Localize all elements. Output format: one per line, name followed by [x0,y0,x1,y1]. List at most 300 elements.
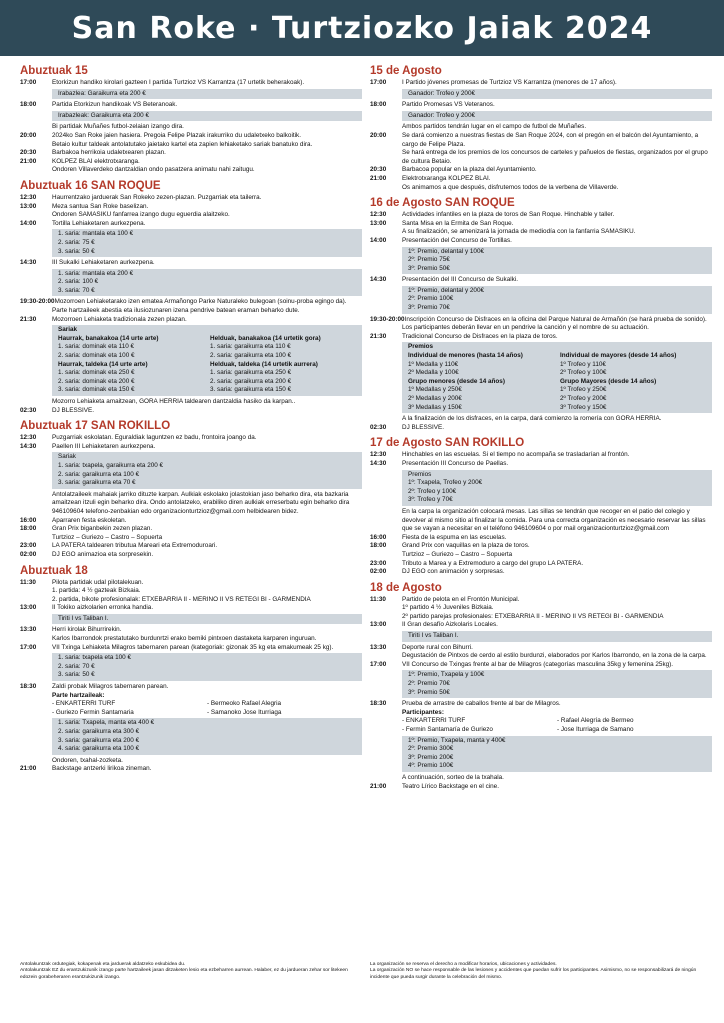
schedule-row [20,407,362,416]
prize-box [52,718,362,754]
event-text: Bi partidak Muñañes futbol-zelaian izango dira. [52,123,184,131]
day-section [20,179,362,415]
prize-line: 2º: Premio 300€ [408,745,454,753]
event-time: 02:00 [370,568,387,576]
prize-line: Premios [408,470,432,478]
event-text: Mozorroen Lehiaketa tradizionala zezen plazan. [52,315,187,323]
event-time: 19:30-20:00 [370,315,405,323]
event-text: Ambos partidos tendrán lugar en el campo de futbol de Muñañes. [402,123,587,131]
participants-block [370,709,712,735]
event-time [370,774,402,783]
event-text: Karlos Ibarrondok prestatutako burdunrtzi erako bemiki pintxoen dastaketa karparen inguruan. [52,635,317,643]
event-time: 17:00 [370,660,387,668]
schedule-row [20,398,362,407]
event-text: Aparraren festa eskoletan. [52,516,127,524]
schedule-row [20,534,362,543]
schedule-row [370,324,712,333]
participant-name: - Samanoko Jose Iturriaga [207,708,282,716]
event-text: En la carpa la organización colocará mesas. Las sillas se tendrán que recoger en el patio del colegio y devolver al mismo sitio al finalizar la comida. Para una correcta organización es necesario reservar las sillas que se vayan a necesitar en el teléfono 946109604 o por mail organizacionturtzioz@gmail.com [402,507,706,533]
prize-line: 2. saria: 75 € [58,238,95,246]
schedule-row [20,123,362,132]
event-time: 14:30 [20,259,37,267]
event-time: 20:30 [20,149,37,157]
day-title: Abuztuak 17 SAN ROKILLO [20,420,171,433]
schedule-row [20,635,362,644]
participants-row [402,717,712,726]
event-time: 12:30 [20,434,37,442]
day-title: Abuztuak 16 SAN ROQUE [20,179,161,192]
event-text: Prueba de arrastre de caballos frente al bar de Milagros. [402,700,561,708]
event-text: Barbacoa popular en la plaza del Ayuntamiento. [402,166,537,174]
prize-line: 3º: Premio 200€ [408,753,454,761]
prize-box [402,470,712,506]
schedule-row [20,434,362,443]
event-text: Herri kirolak Bihurrirekin. [52,626,122,634]
prize-box [52,89,362,100]
schedule-row [370,101,712,110]
prize-category: Helduak, taldeka (14 urtetik aurrera) [210,360,318,368]
event-text: Degustación de Pintxos de cerdo al estilo burdunzi, elaborados por Karlos Ibarrondo, en la zona de la carpa. [402,652,707,660]
event-time: 11:30 [20,578,36,586]
prize-line: 1º: Premio, Txapela, manta y 400€ [408,736,506,744]
prize-grid [408,352,706,412]
prize-box [52,452,362,488]
costume-prizes-box [402,342,712,413]
day-section [20,564,362,774]
prize-line: 4º: Premio 100€ [408,762,454,770]
event-time [20,587,52,596]
prize-line: Sariak [58,453,76,461]
event-text: Tortilla Lehiaketaren aurkezpena. [52,219,146,227]
day-title: 17 de Agosto SAN ROKILLO [370,437,525,450]
prize-column [408,352,554,412]
participant-name: - ENKARTERRI TURF [402,717,466,725]
prize-line: 4. saria: garaikurra eta 100 € [58,745,140,753]
event-time [20,596,52,605]
event-text: 2. partida, bikote profesionalak: ETXEBARRIA II - MERINO II VS RETEGI BI - GARMENDIA [52,595,311,603]
schedule-row [20,579,362,588]
day-title: Abuztuak 18 [20,564,88,577]
event-time: 13:30 [20,626,37,634]
event-text: Hinchables en las escuelas. Si el tiempo no acompaña se trasladarían al frontón. [402,451,630,459]
participant-name: - Rafael Alegría de Bermeo [557,717,634,725]
prize-column [58,335,204,395]
event-text: 2024ko San Roke jaien hasiera. Pregoia Felipe Plazak irakurriko du udaletxeko balkoitik. [52,131,301,139]
day-section [370,581,712,791]
schedule-row [370,166,712,175]
event-text: Ondoren SAMASIKU fanfarrea izango dugu eguerdia alaitzeko. [52,211,230,219]
event-text: Turtzioz – Guriezo – Castro – Sopuerta [402,550,513,558]
schedule-row [20,596,362,605]
event-text: DJ EGO animazioa eta sorpresekin. [52,550,154,558]
prize-box [402,670,712,698]
event-text: Partido de pelota en el Frontón Municipal. [402,595,520,603]
prize-category: Individual de mayores (desde 14 años) [560,352,677,360]
prize-box [52,111,362,122]
event-time [20,491,52,517]
event-text: Betaio kultur taldeak antolatutako jaietako kartel eta zapien lehiaketako sariak banatuko dira. [52,140,313,148]
schedule-row [370,774,712,783]
event-time: 13:30 [370,643,387,651]
prize-line: 1º: Premio, Txapela y 100€ [408,671,485,679]
schedule-row [20,79,362,88]
event-text: Inscripción Concurso de Disfraces en la oficina del Parque Natural de Armañón (se hará prueba de sonido). [404,315,707,323]
participants-row [52,700,362,709]
event-text: Partida Etorkizun handikoak VS Beteranoak. [52,101,178,109]
event-time: 17:00 [20,643,37,651]
schedule-row [370,149,712,166]
schedule-row [370,123,712,132]
costume-prizes-box [52,325,362,396]
schedule-row [20,259,362,268]
participant-name: - Fermin Santamaría de Guriezo [402,726,493,733]
event-text: Mozorroen Lehiaketarako izen ematea Armañongo Parke Naturaleko bulegoan (soinu-proba egingo da). [54,298,347,306]
schedule-row [370,652,712,661]
prize-line: 1º Medallas y 250€ [408,386,462,394]
event-time: 20:30 [370,166,387,174]
schedule-row [370,700,712,709]
day-title: 15 de Agosto [370,65,442,77]
prize-line: 1. saria: txapela, garaikurra eta 200 € [58,461,164,469]
event-text: Parte hartzaileek abestia eta ilusiozunaren izena pendrive batean eraman beharko dute. [52,307,300,315]
event-text: Actividades infantiles en la plaza de toros de San Roque. Hinchable y taller. [402,211,615,219]
prize-line: 2º: Trofeo y 100€ [408,487,457,495]
event-text: DJ BLESSIVE. [52,406,94,414]
event-time: 18:00 [20,525,37,533]
schedule-row [20,203,362,212]
prize-line: 3. saria: garaikurra eta 70 € [58,479,136,487]
schedule-row [20,158,362,167]
event-time [370,149,402,166]
event-text: II Gran desafío Aizkolaris Locales. [402,621,498,629]
event-text: 1º partido 4 ½ Juveniles Bizkaia. [402,604,494,612]
prize-category: Grupo Mayores (desde 14 años) [560,377,657,385]
prize-category: Haurrak, taldeka (14 urte arte) [58,360,148,368]
event-text: A continuación, sorteo de la txahala. [402,773,504,781]
event-text: Presentación del Concurso de Tortillas. [402,236,512,244]
event-time [20,534,52,543]
day-section [370,64,712,192]
prize-column [210,335,356,395]
participant-name: - ENKARTERRI TURF [52,700,116,708]
schedule-row [20,626,362,635]
schedule-row [370,451,712,460]
schedule-row [370,534,712,543]
schedule-row [370,276,712,285]
footer-line: Antolakuntzak EZ du erantzukizunik izango parte hartzaileek jasan ditzaketen lesio eta ezbeharren aurrean. Halaber, ez du jardueran zehar sor litekeen edozein gorabeheraren erantzukizunik izango. [20,968,348,980]
event-time [20,307,52,316]
prize-line: 2. saria: garaikurra eta 100 € [210,352,292,360]
prize-category: Haurrak, banakakoa (14 urte arte) [58,334,159,342]
schedule-row [370,415,712,424]
event-time: 12:30 [370,211,387,219]
event-text: 2º partido parejas profesionales: ETXEBARRIA II - MERINO II VS RETEGI BI - GARMENDIA [402,612,664,620]
prize-line: Ganador: Trofeo y 200€ [408,111,476,119]
schedule-row [20,683,362,692]
event-time: 13:00 [20,202,37,210]
prize-box [52,229,362,257]
prize-line: 1º: Txapela, Trofeo y 200€ [408,479,483,487]
event-text: Se dará comienzo a nuestras fiestas de San Roque 2024, con el pregón en el balcón del Ayuntamiento, a cargo de Felipe Plaza. [402,131,699,148]
prize-line: 1º: Premio, delantal y 200€ [408,286,485,294]
prize-line: 2. saria: 70 € [58,662,95,670]
event-text: Antolatzaileek mahaiak jarriko dituzte karpan. Aulkiak eskolako jolastokian jaso beharko dira, eta bazkaria amaitzean itzuli egin beharko dira. Ondo antolatzeko, erabiliko diren aulkiak erreserbatu egin beharko dira 946109604 telefono-zenbakian edo organizacionturtzioz@gmail.com helbidearen bidez. [52,490,350,515]
day-section [20,419,362,559]
schedule-row [20,149,362,158]
event-text: Tradicional Concurso de Disfraces en la plaza de toros. [402,332,558,340]
schedule-row [20,551,362,560]
event-text: Haurrentzako jarduerak San Rokeko zezen-plazan. Puzgarriak eta tailerra. [52,193,262,201]
event-text: VII Txinga Lehiaketa Milagros tabernaren parean (kategoriak: gizonak 35 kg eta emakumeak 25 kg). [52,643,334,651]
footer-line: La organización NO se hace responsable de las lesiones y accidentes que puedan sufrir los participantes. Asimismo, no se responsabilizará de ningún incidente que pueda surgir durante la celebración del mismo. [370,968,697,980]
prize-line: 1. saria: mantala eta 100 € [58,230,134,238]
event-text: A su finalización, se amenizará la jornada de mediodía con la fanfarria SAMASIKU. [402,228,636,236]
event-time [20,635,52,644]
prize-category: Grupo menores (desde 14 años) [408,377,505,385]
schedule-row [20,211,362,220]
prize-line: 1. saria: garaikurra eta 110 € [210,343,291,351]
prize-line: 3. saria: garaikurra eta 200 € [58,736,140,744]
prize-line: 2. saria: garaikurra eta 200 € [210,377,292,385]
event-text: DJ EGO con animación y sorpresas. [402,568,505,576]
event-text: Santa Misa en la Ermita de San Roque. [402,219,514,227]
schedule-row [370,644,712,653]
event-time: 20:00 [370,131,387,139]
event-time: 17:00 [20,79,37,86]
footer-line: Antolakuntzak ordutegiak, kokapenak eta jarduerak aldatzeko eskubidea du. [20,962,186,967]
prize-line: 1. saria: mantala eta 200 € [58,269,134,277]
basque-footer [20,962,362,981]
footer-line: La organización se reserva el derecho a modificar horarios, ubicaciones y actividades. [370,962,557,967]
event-time [20,166,52,175]
event-time [370,184,402,193]
prize-line: 1. saria: Txapela, manta eta 400 € [58,719,155,727]
prize-line: 3. saria: 50 € [58,247,95,255]
prize-box [402,736,712,772]
event-text: Mozorro Lehiaketa amaitzean, GORA HERRIA taldearen dantzaldia hasiko da karpan.. [52,398,296,405]
spanish-footer [370,962,712,981]
event-time: 17:00 [370,79,387,86]
event-time: 02:30 [20,406,37,414]
event-text: Presentación III Concurso de Paellas. [402,459,509,467]
prize-line: 2. saria: 100 € [58,278,99,286]
prize-line: Irabazleak: Garaikurra eta 200 € [58,111,149,119]
prize-line: 2º Medalla y 100€ [408,369,459,377]
event-time [370,415,402,424]
participants-heading: Parte hartzaileak: [52,691,105,699]
event-text: Paellen III Lehiaketaren aurkezpena. [52,442,156,450]
schedule-row [20,525,362,534]
event-time: 12:30 [20,193,37,201]
schedule-row [370,175,712,184]
event-text: Ondoren, txahal-zozketa. [52,756,123,764]
prizes-heading: Premios [408,343,434,351]
event-text: Turtzioz – Guriezo – Castro – Sopuerta [52,533,163,541]
event-text: DJ BLESSIVE. [402,423,444,431]
schedule-row [370,604,712,613]
schedule-row [370,508,712,534]
event-time: 18:00 [20,101,37,109]
schedule-row [370,184,712,193]
schedule-row [370,220,712,229]
event-text: Puzgarriak eskolatan. Eguraldiak laguntzen ez badu, frontoira joango da. [52,434,257,442]
day-section [370,196,712,432]
day-title: 18 de Agosto [370,581,442,594]
prize-line: Irabazlea: Garaikurra eta 200 € [58,89,146,97]
prize-line: 3. saria: garaikurra eta 150 € [210,386,292,394]
event-time: 13:00 [370,219,387,227]
event-time [370,652,402,661]
spanish-column [370,60,712,1005]
participants-row [52,709,362,718]
event-time [370,123,402,132]
event-text: A la finalización de los disfraces, en la carpa, dará comienzo la romería con GORA HERRIA. [402,415,662,423]
prize-line: 2º Trofeo y 100€ [560,369,607,377]
schedule-row [20,491,362,517]
schedule-row [370,542,712,551]
schedule-row [20,757,362,766]
schedule-row [370,237,712,246]
day-section [370,436,712,576]
schedule-row [370,568,712,577]
event-text: Los participantes deberán llevar en un pendrive la canción y el nombre de su actuación. [402,324,649,332]
prize-line: 2. saria: dominak eta 200 € [58,377,135,385]
event-text: Presentación del III Concurso de Sukalki. [402,276,519,284]
page-title: San Roke · Turtziozko Jaiak 2024 [71,10,653,46]
prize-line: 2. saria: garaikurra eta 300 € [58,728,140,735]
schedule-row [370,211,712,220]
event-text: Tributo a Marea y a Extremoduro a cargo del grupo LA PATERA. [402,559,584,567]
event-time: 20:00 [20,131,37,139]
prize-line: 3. saria: 50 € [58,671,95,679]
event-text: Os animamos a que después, disfrutemos todos de la verbena de Villaverde. [402,183,619,191]
event-time [20,757,52,766]
prize-box [402,631,712,642]
event-time: 14:30 [370,459,387,467]
participants-row [402,726,712,735]
prize-line: 1º Trofeo y 250€ [560,386,607,394]
event-time: 21:00 [20,765,37,773]
event-text: Teatro Lírico Backstage en el cine. [402,782,499,790]
schedule-row [370,560,712,569]
event-time [20,398,52,407]
prize-line: 3. saria: 70 € [58,286,95,294]
event-time: 21:00 [20,157,37,165]
schedule-row [20,298,362,307]
schedule-row [20,587,362,596]
event-text: Zaldi probak Milagros tabernaren parean. [52,683,169,691]
participant-name: - Guriezo Fermin Santamaria [52,708,134,716]
schedule-row [370,551,712,560]
prize-line: 3º: Premio 50€ [408,264,450,272]
schedule-row [20,644,362,653]
basque-column [20,60,362,1005]
event-text: Se hará entrega de los premios de los concursos de carteles y pañuelos de fiestas, organizados por el grupo de cultura Betaio. [402,149,708,165]
event-time: 14:30 [370,276,387,284]
schedule-row [20,307,362,316]
schedule-row [20,141,362,150]
prize-line: 2º Trofeo y 200€ [560,395,607,402]
schedule-row [20,132,362,141]
schedule-row [20,517,362,526]
event-text: Backstage antzerki lirikoa zineman. [52,765,152,773]
day-title: Abuztuak 15 [20,65,88,77]
event-time [20,211,52,220]
page-header [0,0,724,56]
schedule-row [370,79,712,88]
schedule-row [20,604,362,613]
schedule-row [370,460,712,469]
prize-line: 1º: Premio, delantal y 100€ [408,247,485,255]
prize-line: Ganador: Trofeo y 200€ [408,89,476,97]
event-time: 18:30 [370,700,387,708]
prize-line: 3º: Premio 50€ [408,688,450,696]
schedule-row [370,621,712,630]
event-time: 23:00 [20,542,37,550]
schedule-row [370,132,712,149]
prize-line: Tiriti I vs Taliban I. [408,632,459,640]
event-time: 14:00 [20,219,37,227]
event-text: Grand Prix con vaquillas en la plaza de toros. [402,542,530,550]
event-time: 12:30 [370,451,387,459]
schedule-row [370,424,712,433]
prize-line: 2. saria: garaikurra eta 100 € [58,470,140,478]
schedule-row [370,316,712,325]
prize-box [402,247,712,275]
event-text: III Sukalki Lehiaketaren aurkezpena. [52,259,155,267]
prize-line: 2º Medallas y 200€ [408,395,462,402]
event-time: 18:00 [370,101,387,109]
event-time: 21:00 [370,782,387,790]
prize-line: 3º Trofeo y 150€ [560,403,607,411]
prize-box [52,269,362,297]
event-time: 14:30 [20,442,37,450]
schedule-row [20,166,362,175]
event-time [370,551,402,560]
prize-line: 3º: Premio 70€ [408,304,450,312]
event-time: 02:00 [20,550,37,558]
event-text: KOLPEZ BLAI elektrotxaranga. [52,157,140,165]
event-time: 16:00 [20,516,37,524]
prizes-heading: Sariak [58,326,78,334]
event-text: Barbakoa herrikoia udaletxearen plazan. [52,149,166,157]
schedule-row [370,661,712,670]
event-time [20,141,52,150]
event-time [370,228,402,237]
schedule-row [20,765,362,774]
prize-line: 1º Trofeo y 110€ [560,360,606,368]
event-text: Fiesta de la espuma en las escuelas. [402,533,507,541]
prize-grid [58,335,356,395]
event-time: 16:00 [370,533,387,541]
event-time [370,613,402,622]
prize-line: 2º: Premio 100€ [408,295,454,303]
schedule-row [370,783,712,792]
prize-box [52,653,362,681]
event-text: I Partido jóvenes promesas de Turtzioz VS Karrantza (menores de 17 años). [402,79,617,86]
participant-name: - Jose Iturriaga de Samano [557,726,634,733]
event-time [370,508,402,534]
event-time: 21:30 [20,315,37,323]
event-text: Gran Prix biganbekin zezen plazan. [52,525,153,533]
event-time: 13:00 [370,621,387,629]
event-time: 02:30 [370,423,387,431]
event-time: 18:30 [20,683,37,691]
prize-line: 2º: Premio 70€ [408,680,450,688]
event-text: Etorkizun handiko kirolari gazteen I partida Turtzioz VS Karrantza (17 urtetik beherakoak). [52,79,305,86]
event-time [20,123,52,132]
prize-line: 3º Medallas y 150€ [408,403,462,411]
